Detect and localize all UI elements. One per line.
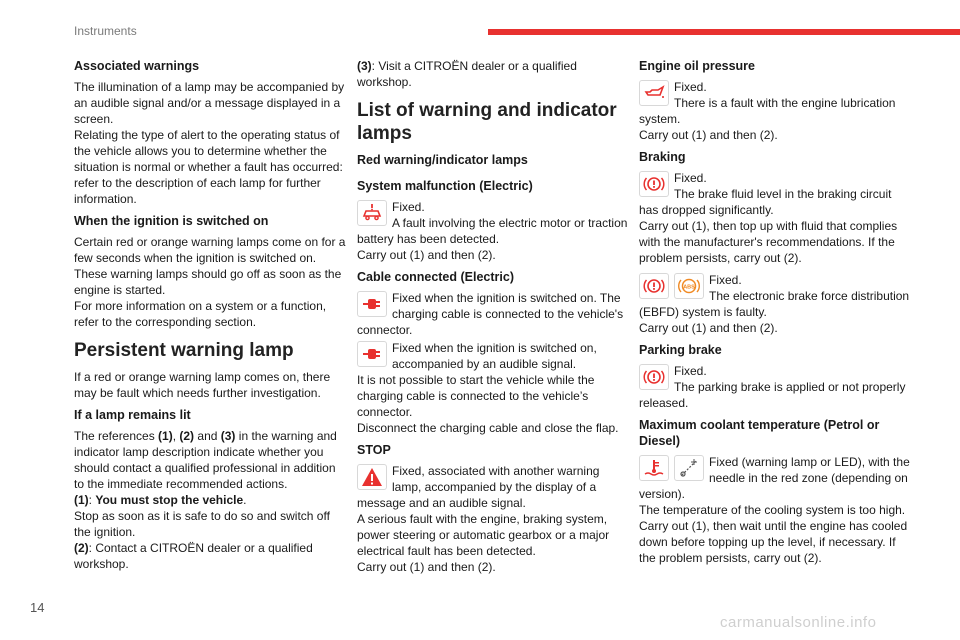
oil-can-icon [639,80,669,106]
heading-system-malfunction: System malfunction (Electric) [357,179,533,193]
watermark: carmanualsonline.info [720,614,877,631]
temperature-gauge-icon [674,455,704,481]
heading-parking-brake: Parking brake [639,343,722,357]
paragraph: The illumination of a lamp may be accompanied by an audible signal and/or a message displayed in a screen. Relating the type of alert to the operating status of the vehicle allows you to determine whether the situation is normal or whether a fault has occurred: refer to the description of each lamp for further information. [74,80,345,206]
paragraph: Certain red or orange warning lamps come on for a few seconds when the ignition is switched on. These warning lamps should go off as soon as the engine is started. For more information on a system or a function, refer to the corresponding section. [74,235,346,329]
paragraph: Fixed when the ignition is switched on. The charging cable is connected to the vehicle's connector. [357,291,624,337]
column-1 [74,58,346,578]
paragraph: There is a fault with the engine lubrication system. Carry out (1) and then (2). [639,96,896,142]
heading-persistent-warning-lamp: Persistent warning lamp [74,340,294,361]
heading-lamp-remains-lit: If a lamp remains lit [74,408,191,422]
heading-coolant-temperature: Maximum coolant temperature (Petrol or Diesel) [639,418,880,448]
stop-warning-triangle-icon [357,464,387,490]
abs-warning-icon [674,273,704,299]
page-number: 14 [30,600,45,615]
car-fault-warning-icon [357,200,387,226]
header-accent-bar [488,29,960,35]
charging-plug-icon [357,341,387,367]
charging-plug-icon [357,291,387,317]
heading-red-lamps: Red warning/indicator lamps [357,153,528,167]
paragraph: (3): Visit a CITROËN dealer or a qualified workshop. [357,59,577,89]
brake-warning-icon [639,273,669,299]
column-3: Engine oil pressure Fixed. There is a fault with the engine lubrication system. Carry out (1) and then (2). Braking Fixed. The brake fluid level in the braking circuit has dropped significantly. Carry out (1), then top up with fluid that complies with the manufacturer's recommendations. If the problem persists, carry out (2). ABS Fixed. The electronic brake force distribution (EBFD) system is faulty. Carry out (1) and then (2). Parking brake Fixed. The parking brake is applied or not properly released. Maximum coolant temperature (Petrol or Diesel) Fixed (warning lamp or LED), with the needle in the red zone (depending on version). The temperature of the cooling system is too high. Carry out (1), then wait until the engine has cooled down before topping up the level, if necessary. If the problem persists, carry out (2). [639,59,910,565]
svg-text:ABS: ABS [683,284,695,291]
heading-associated-warnings: Associated warnings [74,59,200,73]
paragraph: If a red or orange warning lamp comes on, there may be fault which needs further investigation. [74,370,331,400]
heading-ignition: When the ignition is switched on [74,214,269,228]
column-2: (3): Visit a CITROËN dealer or a qualified workshop. List of warning and indicator lamps Red warning/indicator lamps System malfunction (Electric) Fixed. A fault involving the electric motor or traction battery has been detected. Carry out (1) and then (2). Cable connected (Electric) Fixed when the ignition is switched on. The charging cable is connected to the vehicle's connector. Fixed when the ignition is switched on, accompanied by an audible signal. It is not possible to start the vehicle while the charging cable is connected to the vehicle’s connector. Disconnect the charging cable and close the flap. STOP Fixed, associated with another warning lamp, accompanied by the display of a message and an audible signal. A serious fault with the engine, braking system, power steering or automatic gearbox or a major electrical fault has been detected. Carry out (1) and then (2). [357,59,628,574]
heading-engine-oil-pressure: Engine oil pressure [639,59,756,73]
paragraph: Fixed when the ignition is switched on, accompanied by an audible signal. It is not possible to start the vehicle while the charging cable is connected to the vehicle’s connector. Disconnect the charging cable and close the flap. [357,341,619,435]
heading-stop: STOP [357,443,391,457]
paragraph-references: The references (1), (2) and (3) in the warning and indicator lamp description indicate whether you should contact a qualified professional in addition to the immediate recommended actions. (1): You must stop the vehicle. Stop as soon as it is safe to do so and switch off the ignition. (2): Contact a CITROËN dealer or a qualified workshop. [74,429,337,571]
section-header: Instruments [74,24,137,38]
paragraph: The parking brake is applied or not properly released. [639,380,906,410]
heading-braking: Braking [639,150,686,164]
brake-warning-icon [639,171,669,197]
heading-list-of-warning-lamps: List of warning and indicator lamps [357,100,617,144]
paragraph: Fixed (warning lamp or LED), with the needle in the red zone (depending on version). The temperature of the cooling system is too high. Carry out (1), then wait until the engine has cooled down before topping up the level, if necessary. If the problem persists, carry out (2). [639,455,910,565]
paragraph: A fault involving the electric motor or traction battery has been detected. Carry out (1) and then (2). [357,216,628,262]
coolant-temperature-icon [639,455,669,481]
parking-brake-icon [639,364,669,390]
heading-cable-connected: Cable connected (Electric) [357,270,514,284]
paragraph: The electronic brake force distribution (EBFD) system is faulty. Carry out (1) and then (2). [639,289,910,335]
paragraph: The brake fluid level in the braking circuit has dropped significantly. Carry out (1), then top up with fluid that complies with the manufacturer's recommendations. If the problem persists, carry out (2). [639,187,898,265]
paragraph: Fixed, associated with another warning lamp, accompanied by the display of a message and an audible signal. A serious fault with the engine, braking system, power steering or automatic gearbox or a major electrical fault has been detected. Carry out (1) and then (2). [357,464,610,574]
